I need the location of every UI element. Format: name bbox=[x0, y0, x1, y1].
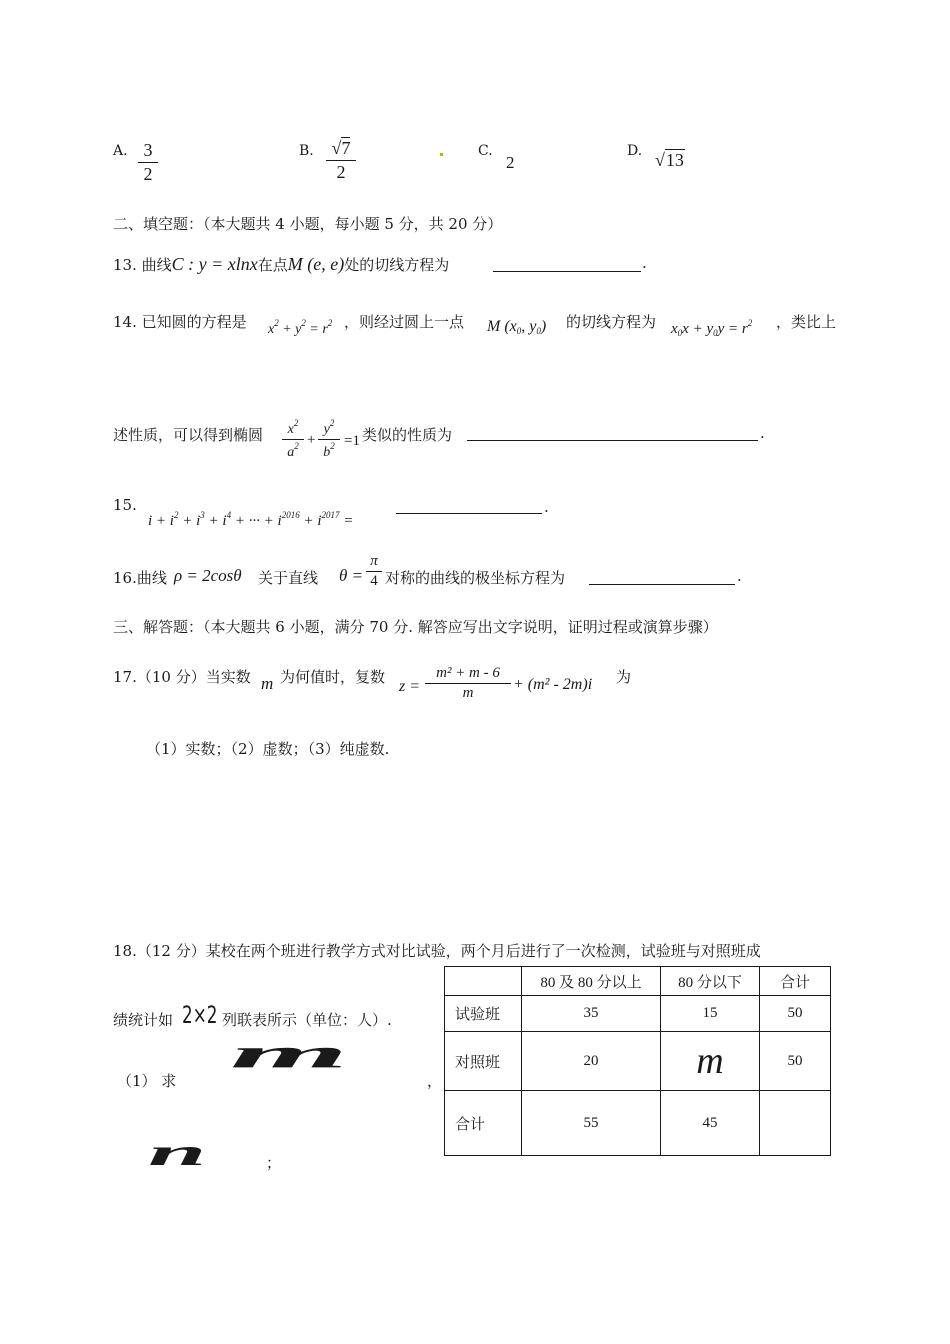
table-cell: 15 bbox=[661, 996, 760, 1032]
q17-suffix: 为 bbox=[616, 668, 632, 686]
table-cell: 合计 bbox=[445, 1091, 522, 1156]
choice-b-label: B. bbox=[299, 143, 314, 159]
choice-c-label: C. bbox=[478, 143, 493, 159]
q14-suffix: ，类比上 bbox=[776, 313, 837, 331]
table-cell: m bbox=[661, 1032, 760, 1091]
q18-big-n: n bbox=[148, 1131, 207, 1174]
table-cell: 50 bbox=[760, 1032, 831, 1091]
q15-answer-blank bbox=[396, 512, 542, 514]
choice-c-value: 2 bbox=[506, 153, 515, 172]
q17-parts: （1）实数；（2）虚数；（3）纯虚数. bbox=[146, 740, 390, 758]
q16-answer-blank bbox=[589, 583, 735, 585]
choice-a-label: A. bbox=[113, 143, 128, 159]
q13-point: M (e, e) bbox=[287, 254, 345, 274]
q17-var: m bbox=[261, 674, 274, 693]
q17-prefix: 17.（10 分）当实数 bbox=[113, 668, 251, 686]
contingency-table bbox=[444, 966, 831, 1156]
choice-d-sqrt: √13 bbox=[655, 150, 684, 170]
q18-part1: （1） 求 bbox=[117, 1072, 177, 1090]
table-cell: 试验班 bbox=[445, 996, 522, 1032]
table-cell: 20 bbox=[522, 1032, 661, 1091]
q14-plus: + bbox=[307, 432, 316, 448]
q13-answer-blank bbox=[493, 270, 641, 272]
q17-fraction: m² + m - 6 m bbox=[425, 665, 511, 702]
q14-end: . bbox=[760, 424, 765, 442]
table-cell bbox=[760, 1091, 831, 1156]
table-cell: 35 bbox=[522, 996, 661, 1032]
section-3-heading: 三、解答题：（本大题共 6 小题，满分 70 分. 解答应写出文字说明，证明过程或演算步骤） bbox=[113, 618, 718, 636]
q14-circle-equation: $x^2 + y^2 = r^2$ bbox=[268, 318, 333, 337]
choice-d-label: D. bbox=[627, 143, 643, 159]
q16-suffix: 对称的曲线的极坐标方程为 bbox=[385, 569, 566, 587]
q18-line2-prefix: 绩统计如 bbox=[113, 1011, 174, 1029]
question-13 bbox=[113, 254, 449, 275]
q16-fraction: π 4 bbox=[366, 553, 382, 590]
q16-end: . bbox=[737, 567, 742, 585]
table-cell: 50 bbox=[760, 996, 831, 1032]
q16-prefix: 16.曲线 bbox=[113, 569, 167, 587]
q14-mid1: ，则经过圆上一点 bbox=[344, 313, 465, 331]
q14-ellipse-x-term: $x^2$ $a^2$ bbox=[282, 418, 304, 461]
q18-comma: ， bbox=[427, 1072, 443, 1090]
q18-line1: 18.（12 分）某校在两个班进行教学方式对比试验，两个月后进行了一次检测，试验班与对照班成 bbox=[113, 942, 761, 960]
choice-b-fraction: √7 2 bbox=[326, 138, 356, 183]
q16-mid: 关于直线 bbox=[258, 569, 319, 587]
table-header-cell: 80 分以下 bbox=[661, 967, 760, 996]
section-2-heading: 二、填空题：（本大题共 4 小题，每小题 5 分，共 20 分） bbox=[113, 215, 503, 233]
q14-line2-suffix: 类似的性质为 bbox=[362, 426, 453, 444]
q14-point: M ($x_0$, $y_0$) bbox=[487, 318, 547, 336]
table-row bbox=[445, 1091, 831, 1156]
table-row bbox=[445, 1032, 831, 1091]
q18-semicolon: ； bbox=[266, 1154, 282, 1172]
q14-line2-prefix: 述性质，可以得到椭圆 bbox=[113, 426, 264, 444]
q13-mid: 在点 bbox=[257, 256, 288, 274]
table-cell: 对照班 bbox=[445, 1032, 522, 1091]
table-cell: 45 bbox=[661, 1091, 760, 1156]
q13-suffix: 处的切线方程为 bbox=[344, 256, 450, 274]
q18-line2-suffix: 列联表所示（单位：人）. bbox=[222, 1011, 392, 1029]
q18-big-m: m bbox=[230, 1030, 349, 1077]
q14-tangent-equation: $x_0x + y_0y = r^2$ bbox=[671, 318, 753, 338]
q17-mid: 为何值时，复数 bbox=[280, 668, 386, 686]
q15-end: . bbox=[544, 498, 549, 516]
q16-curve-formula: ρ = 2cosθ bbox=[174, 566, 242, 585]
q13-prefix: 13. 曲线 bbox=[113, 256, 172, 274]
q14-ellipse-y-term: $y^2$ $b^2$ bbox=[318, 418, 340, 461]
q16-line-formula: θ = bbox=[339, 566, 364, 585]
q14-mid2: 的切线方程为 bbox=[566, 313, 657, 331]
choice-a-fraction: 3 2 bbox=[138, 140, 158, 185]
table-row bbox=[445, 996, 831, 1032]
q13-end: . bbox=[642, 254, 647, 272]
q13-curve-formula: C : y = xlnx bbox=[171, 254, 258, 274]
table-header-cell: 80 及 80 分以上 bbox=[522, 967, 661, 996]
table-cell: 55 bbox=[522, 1091, 661, 1156]
q15-series: $i + i^2 + i^3 + i^4$ + ··· + $i^{2016} + i^{2017}$ = bbox=[148, 510, 354, 529]
table-header-row bbox=[445, 967, 831, 996]
q18-two-by-two: 2×2 bbox=[182, 1001, 218, 1029]
stray-dot bbox=[440, 153, 443, 156]
table-header-cell bbox=[445, 967, 522, 996]
q14-prefix: 14. 已知圆的方程是 bbox=[113, 313, 247, 331]
table-header-cell: 合计 bbox=[760, 967, 831, 996]
q14-answer-blank bbox=[467, 439, 758, 441]
q17-tail: + (m² - 2m)i bbox=[513, 676, 593, 693]
q14-equals-one: =1 bbox=[344, 433, 360, 449]
q15-label: 15. bbox=[113, 496, 137, 514]
q17-z: z = bbox=[399, 678, 421, 695]
